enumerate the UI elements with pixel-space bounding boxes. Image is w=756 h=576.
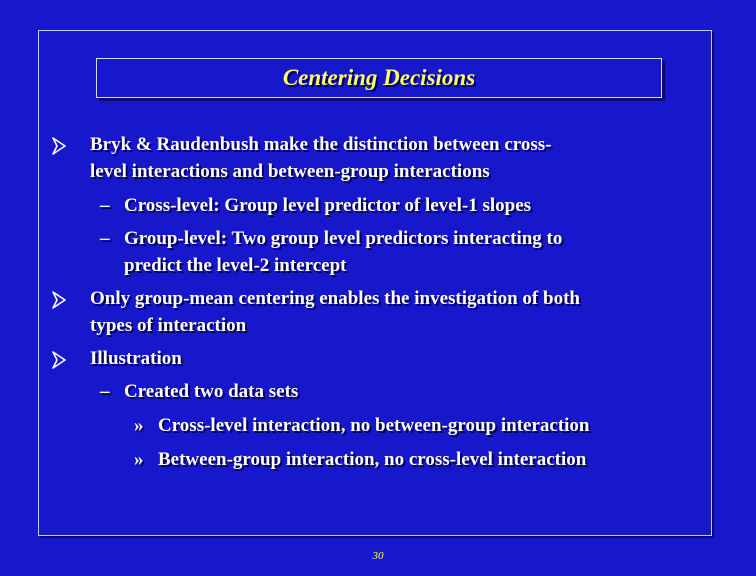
sub-item-1-1-line-1: Cross-level: Group level predictor of level-1 slopes xyxy=(124,195,532,216)
sub-sub-item-2-line-1: Between-group interaction, no cross-level interaction xyxy=(158,449,587,470)
bullet-1-line-1: Bryk & Raudenbush make the distinction between cross- xyxy=(90,134,552,155)
dash-marker: – xyxy=(100,195,110,216)
sub-sub-marker: » xyxy=(134,449,144,470)
bullet-3-line-1: Illustration xyxy=(90,348,182,369)
sub-sub-item-1-line-1: Cross-level interaction, no between-group interaction xyxy=(158,415,590,436)
bullet-2-line-2: types of interaction xyxy=(90,315,247,336)
sub-sub-marker: » xyxy=(134,415,144,436)
arrow-bullet-icon xyxy=(52,351,66,369)
dash-marker: – xyxy=(100,381,110,402)
sub-item-1-2-line-2: predict the level-2 intercept xyxy=(124,255,347,276)
bullet-1-line-2: level interactions and between-group interactions xyxy=(90,161,490,182)
arrow-bullet-icon xyxy=(52,137,66,155)
bullet-2-line-1: Only group-mean centering enables the investigation of both xyxy=(90,288,580,309)
arrow-bullet-icon xyxy=(52,291,66,309)
dash-marker: – xyxy=(100,228,110,249)
sub-item-3-1-line-1: Created two data sets xyxy=(124,381,299,402)
sub-item-1-2-line-1: Group-level: Two group level predictors interacting to xyxy=(124,228,563,249)
slide-title: Centering Decisions xyxy=(282,65,476,90)
page-number: 30 xyxy=(372,550,384,562)
